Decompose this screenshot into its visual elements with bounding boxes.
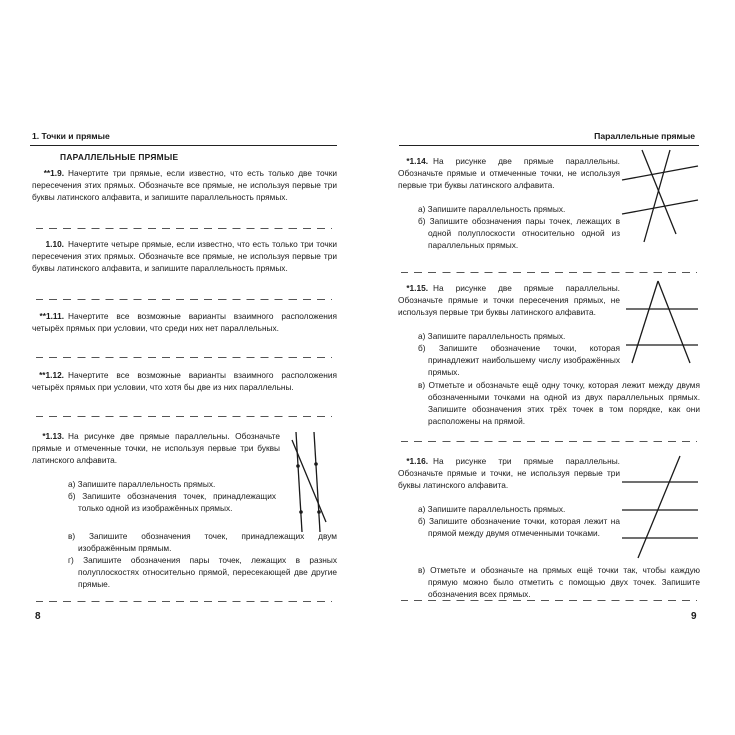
problem-1-13 xyxy=(32,430,280,466)
subtask-b: б) Запишите обозначение точки, которая принадлежит наибольшему числу изображённых прямых. xyxy=(418,343,620,378)
problem-1-13-items-ab xyxy=(68,478,276,514)
page-number: 8 xyxy=(35,611,41,622)
problem-number: **1.11. xyxy=(39,311,64,321)
figure-1-16 xyxy=(618,452,700,562)
answer-line xyxy=(36,299,332,300)
problem-text: На рисунке две прямые параллельны. Обозначьте прямые и отмеченные точки, не используя первые три буквы латинского алфавита. xyxy=(32,431,280,466)
problem-1-12 xyxy=(32,369,337,393)
marked-point xyxy=(317,510,321,514)
figure-1-14 xyxy=(618,148,700,246)
problem-text: Начертите все возможные варианты взаимного расположения четырёх прямых при условии, что среди них нет параллельных. xyxy=(32,311,337,334)
crossing-line xyxy=(638,456,680,558)
problem-1-15 xyxy=(398,282,620,318)
marked-point xyxy=(299,510,303,514)
problem-1-15-item-c xyxy=(418,379,700,427)
answer-line xyxy=(401,441,697,442)
problem-text: На рисунке две прямые параллельны. Обозначьте прямые и точки пересечения прямых, не используя первые три буквы латинского алфавита. xyxy=(398,283,620,318)
transversal-line xyxy=(292,440,326,522)
left-page xyxy=(0,0,367,735)
figure-1-13 xyxy=(282,428,342,538)
problem-number: *1.14. xyxy=(406,156,428,166)
parallel-line-2 xyxy=(314,432,320,532)
problem-text: На рисунке две прямые параллельны. Обозначьте прямые и отмеченные точки, не используя первые три буквы латинского алфавита. xyxy=(398,156,620,191)
parallel-line-1 xyxy=(622,166,698,180)
problem-number: **1.12. xyxy=(39,370,64,380)
problem-1-13-items-cd xyxy=(68,530,337,590)
problem-1-16-items-ab xyxy=(418,503,620,539)
right-page-header: Параллельные прямые xyxy=(594,131,695,141)
crossing-line-2 xyxy=(658,281,690,363)
answer-line xyxy=(36,416,332,417)
page-number: 9 xyxy=(691,611,697,622)
problem-1-14 xyxy=(398,155,620,191)
problem-1-14-items xyxy=(418,203,620,251)
section-title: ПАРАЛЛЕЛЬНЫЕ ПРЯМЫЕ xyxy=(60,152,179,162)
marked-point xyxy=(314,462,318,466)
subtask-c: в) Запишите обозначения точек, принадлежащих двум изображённым прямым. xyxy=(68,531,337,554)
problem-number: **1.9. xyxy=(43,168,64,178)
answer-line xyxy=(401,272,697,273)
problem-1-10 xyxy=(32,238,337,274)
problem-1-15-items-ab xyxy=(418,330,620,378)
answer-line xyxy=(401,600,697,601)
parallel-line-2 xyxy=(622,200,698,214)
problem-number: *1.16. xyxy=(406,456,428,466)
subtask-c: в) Отметьте и обозначьте на прямых ещё точки так, чтобы каждую прямую можно было отметить с помощью двух точек. Запишите обозначения всех прямых. xyxy=(418,565,700,600)
marked-point xyxy=(296,464,300,468)
subtask-a: а) Запишите параллельность прямых. xyxy=(68,479,216,489)
subtask-a: а) Запишите параллельность прямых. xyxy=(418,504,566,514)
subtask-a: а) Запишите параллельность прямых. xyxy=(418,204,566,214)
parallel-line-1 xyxy=(296,432,302,532)
subtask-d: г) Запишите обозначения пары точек, лежащих в разных полуплоскостях относительно прямой, пересекающей две другие прямые. xyxy=(68,555,337,590)
problem-text: Начертите все возможные варианты взаимного расположения четырёх прямых при условии, что хотя бы две из них параллельны. xyxy=(32,370,337,393)
problem-1-9 xyxy=(32,167,337,203)
right-page xyxy=(367,0,735,735)
subtask-b: б) Запишите обозначения пары точек, лежащих в одной полуплоскости относительно одной из параллельных прямых. xyxy=(418,216,620,251)
problem-1-16-item-c xyxy=(418,564,700,600)
subtask-b: б) Запишите обозначение точки, которая лежит на прямой между двумя отмеченными точками. xyxy=(418,516,620,539)
answer-line xyxy=(36,228,332,229)
problem-number: *1.13. xyxy=(42,431,64,441)
answer-line xyxy=(36,357,332,358)
crossing-line-1 xyxy=(632,281,658,363)
problem-text: Начертите четыре прямые, если известно, что есть только три точки пересечения этих прямых. Обозначьте все прямые, не используя первые три буквы латинского алфавита, и запишите параллельность прямых. xyxy=(32,239,337,274)
subtask-b: б) Запишите обозначения точек, принадлежащих только одной из изображённых прямых. xyxy=(68,491,276,514)
problem-1-11 xyxy=(32,310,337,334)
subtask-a: а) Запишите параллельность прямых. xyxy=(418,331,566,341)
problem-text: Начертите три прямые, если известно, что есть только две точки пересечения этих прямых. Обозначьте все прямые, не используя первые три буквы латинского алфавита, и запишите параллельность прямых. xyxy=(32,168,337,203)
problem-text: На рисунке три прямые параллельны. Обозначьте прямые и точки, не используя первые три буквы латинского алфавита. xyxy=(398,456,620,491)
subtask-c: в) Отметьте и обозначьте ещё одну точку, которая лежит между двумя обозначенными точками на одной из двух параллельных прямых. Запишите обозначения этих трёх точек в том порядке, как они расположены на прямой. xyxy=(418,380,700,427)
figure-1-15 xyxy=(618,277,700,367)
problem-number: 1.10. xyxy=(45,239,64,249)
crossing-line-1 xyxy=(642,150,676,234)
problem-1-16 xyxy=(398,455,620,491)
problem-number: *1.15. xyxy=(406,283,428,293)
answer-line xyxy=(36,601,332,602)
left-header-rule xyxy=(30,145,337,146)
left-page-header: 1. Точки и прямые xyxy=(32,131,110,141)
right-header-rule xyxy=(399,145,699,146)
